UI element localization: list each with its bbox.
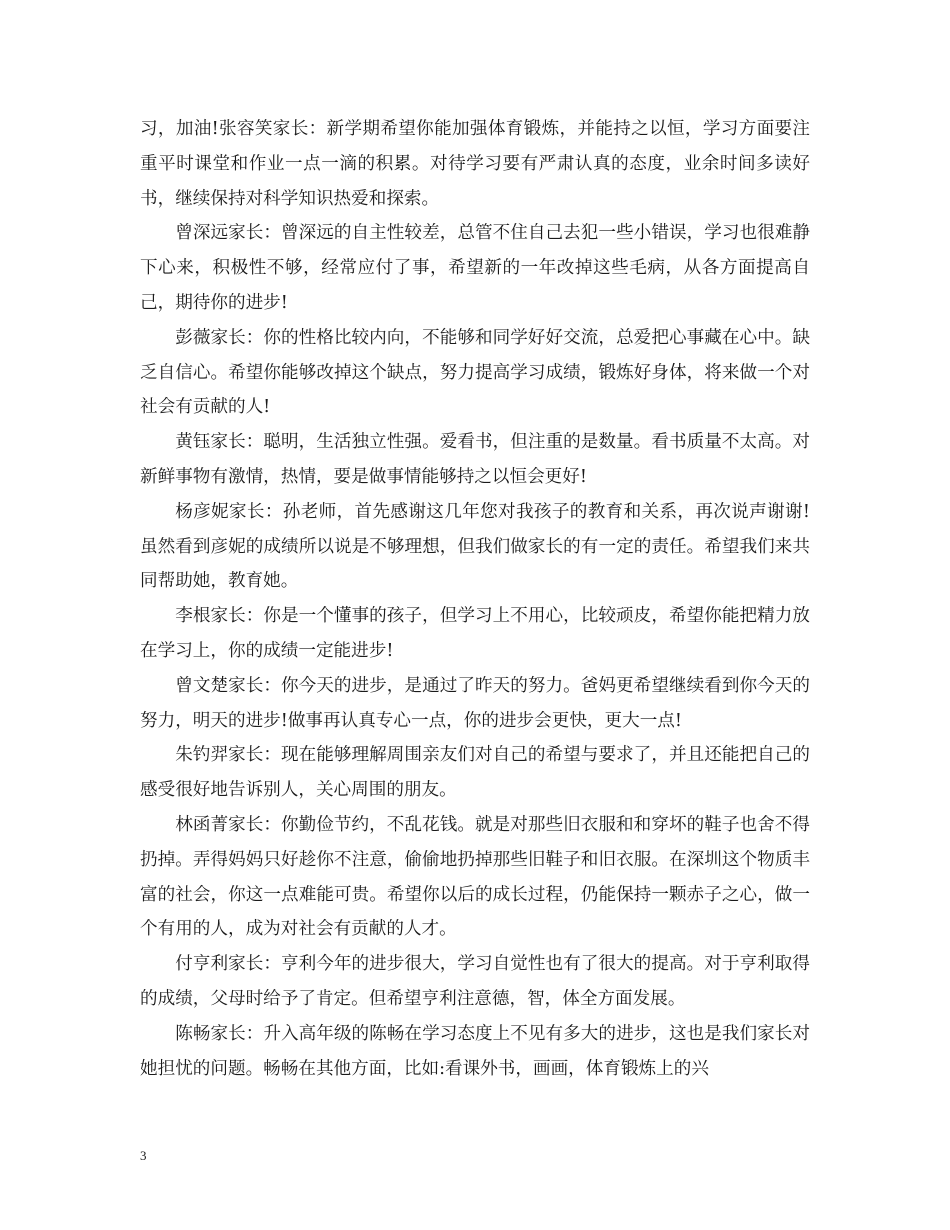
page-number: 3 bbox=[140, 1148, 147, 1163]
paragraph-lin-hanjing: 林函菁家长：你勤俭节约，不乱花钱。就是对那些旧衣服和和穿坏的鞋子也舍不得扔掉。弄得妈妈只好趁你不注意，偷偷地扔掉那些旧鞋子和旧衣服。在深圳这个物质丰富的社会，你这一点难能可贵。希望你以后的成长过程，仍能保持一颗赤子之心，做一个有用的人，成为对社会有贡献的人才。 bbox=[140, 814, 810, 940]
paragraph-chen-chang: 陈畅家长：升入高年级的陈畅在学习态度上不见有多大的进步，这也是我们家长对她担忧的问题。畅畅在其他方面，比如:看课外书，画画，体育锻炼上的兴 bbox=[140, 1023, 810, 1079]
paragraph-li-gen: 李根家长：你是一个懂事的孩子，但学习上不用心，比较顽皮，希望你能把精力放在学习上，你的成绩一定能进步! bbox=[140, 606, 810, 661]
paragraph-peng-wei: 彭薇家长：你的性格比较内向，不能够和同学好好交流，总爱把心事藏在心中。缺乏自信心。希望你能够改掉这个缺点，努力提高学习成绩，锻炼好身体，将来做一个对社会有贡献的人! bbox=[140, 327, 810, 418]
paragraph-zeng-wenchu: 曾文楚家长：你今天的进步，是通过了昨天的努力。爸妈更希望继续看到你今天的努力，明天的进步!做事再认真专心一点，你的进步会更快，更大一点! bbox=[140, 675, 810, 731]
paragraph-huang-yu: 黄钰家长：聪明，生活独立性强。爱看书，但注重的是数量。看书质量不太高。对新鲜事物有激情，热情，要是做事情能够持之以恒会更好! bbox=[140, 432, 810, 487]
paragraph-zhu-junyi: 朱钓羿家长：现在能够理解周围亲友们对自己的希望与要求了，并且还能把自己的感受很好地告诉别人，关心周围的朋友。 bbox=[140, 745, 810, 801]
document-body bbox=[140, 112, 810, 1086]
paragraph-fu-hengli: 付亨利家长：亨利今年的进步很大，学习自觉性也有了很大的提高。对于亨利取得的成绩，父母时给予了肯定。但希望亨利注意德，智，体全方面发展。 bbox=[140, 954, 810, 1009]
paragraph-yang-yanni: 杨彦妮家长：孙老师，首先感谢这几年您对我孩子的教育和关系，再次说声谢谢!虽然看到彦妮的成绩所以说是不够理想，但我们做家长的有一定的责任。希望我们来共同帮助她，教育她。 bbox=[140, 501, 810, 592]
paragraph-continuation: 习，加油!张容笑家长：新学期希望你能加强体育锻炼，并能持之以恒，学习方面要注重平时课堂和作业一点一滴的积累。对待学习要有严肃认真的态度，业余时间多读好书，继续保持对科学知识热爱和探索。 bbox=[140, 119, 810, 209]
paragraph-zeng-shenyuan: 曾深远家长：曾深远的自主性较差，总管不住自己去犯一些小错误，学习也很难静下心来，积极性不够，经常应付了事，希望新的一年改掉这些毛病，从各方面提高自己，期待你的进步! bbox=[140, 223, 810, 313]
